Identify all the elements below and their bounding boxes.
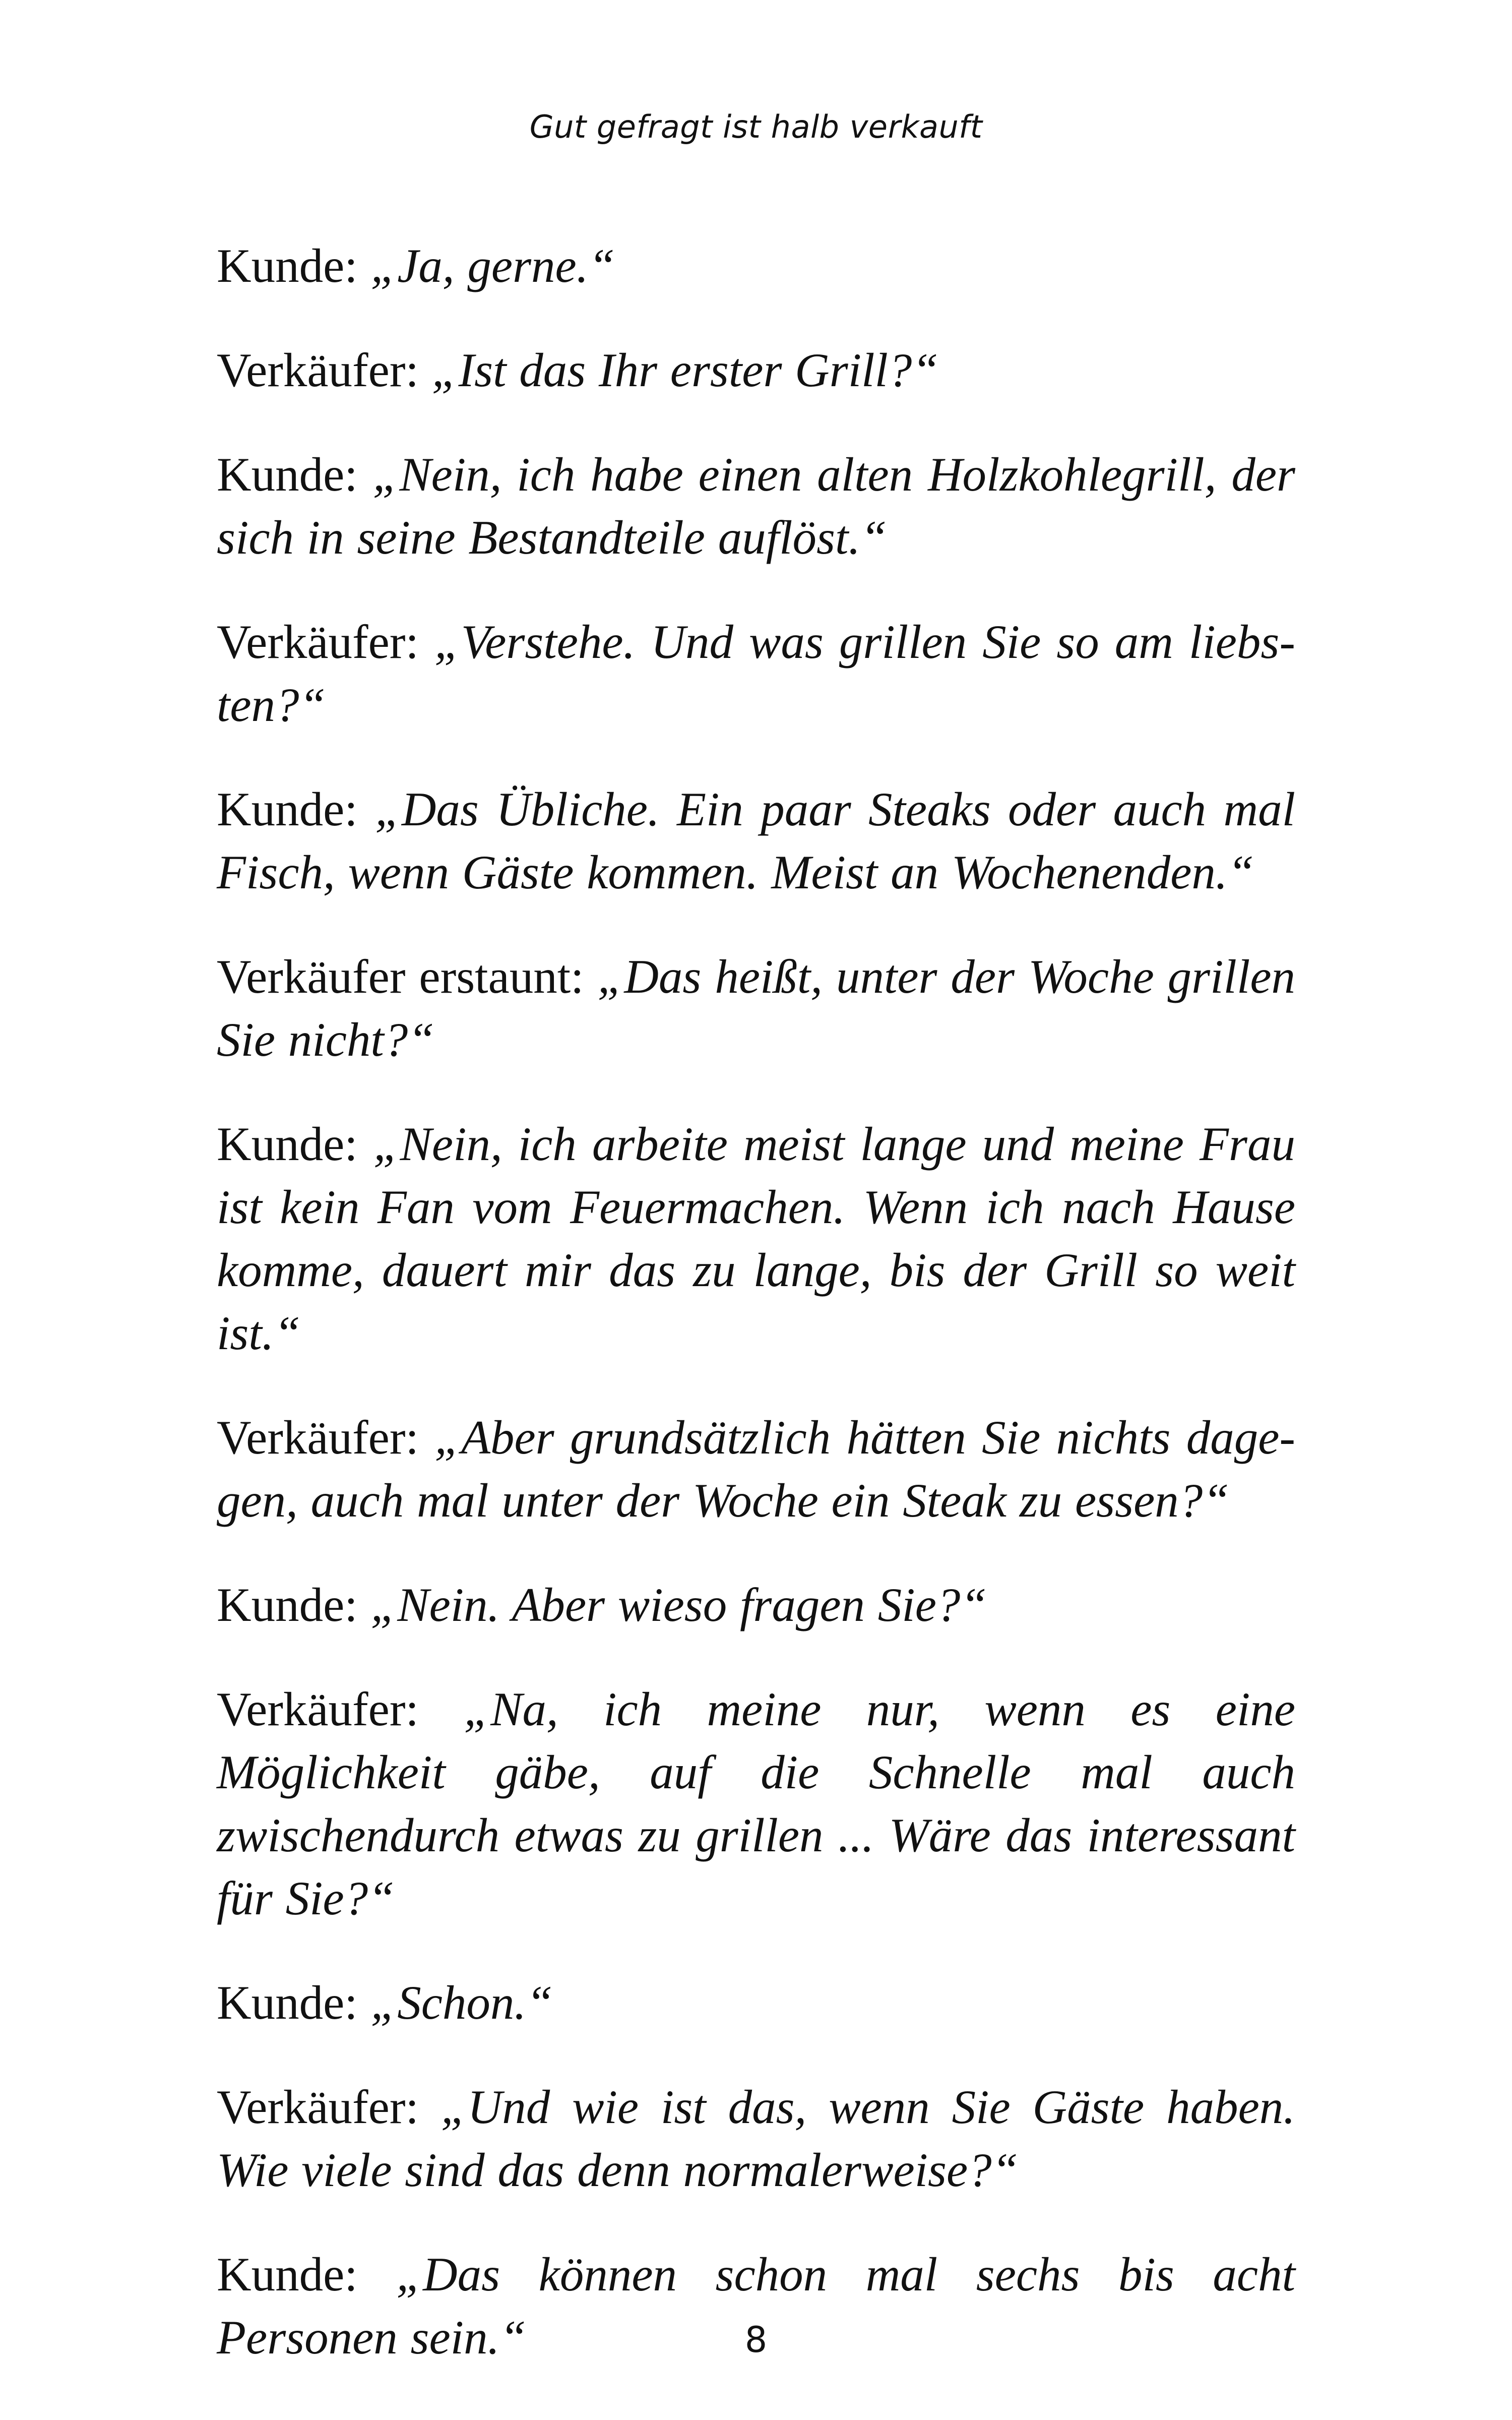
dialogue-body (217, 234, 1295, 2410)
dialogue-paragraph (217, 339, 1295, 402)
dialogue-paragraph (217, 443, 1295, 569)
speaker-label: Kunde: (217, 1117, 373, 1171)
speaker-label: Kunde: (217, 2248, 397, 2301)
dialogue-paragraph (217, 1406, 1295, 1532)
speaker-label: Verkäufer: (217, 1411, 435, 1464)
speech-text: „Nein, ich habe einen alten Holzkohlegrill, der sich in seine Bestandteile auflöst.“ (217, 448, 1295, 564)
dialogue-paragraph (217, 234, 1295, 297)
speech-text: „Na, ich meine nur, wenn es eine Möglichkeit gäbe, auf die Schnelle mal auch zwischendurch etwas zu grillen ... Wäre das interessant für Sie?“ (217, 1682, 1296, 1925)
speaker-label: Kunde: (217, 1578, 371, 1631)
dialogue-paragraph (217, 1678, 1295, 1930)
speech-text: „Das können schon mal sechs bis acht Personen sein.“ (217, 2248, 1295, 2364)
dialogue-paragraph (217, 1574, 1295, 1637)
speaker-label: Verkäufer: (217, 1682, 464, 1736)
speech-text: „Aber grundsätzlich hätten Sie nichts dage-gen, auch mal unter der Woche ein Steak zu essen?“ (217, 1411, 1296, 1527)
dialogue-paragraph (217, 1113, 1295, 1365)
running-header: Gut gefragt ist halb verkauft (529, 108, 983, 145)
speech-text: „Das heißt, unter der Woche grillen Sie nicht?“ (217, 950, 1296, 1066)
dialogue-paragraph (217, 2076, 1295, 2202)
speaker-label: Verkäufer erstaunt: (217, 950, 598, 1003)
speaker-label: Verkäufer: (217, 2080, 441, 2134)
speech-text: „Schon.“ (370, 1976, 553, 2029)
speech-text: „Ist das Ihr erster Grill?“ (431, 343, 939, 397)
speech-text: „Ja, gerne.“ (370, 239, 615, 292)
speaker-label: Verkäufer: (217, 615, 434, 669)
page-number: 8 (744, 2319, 768, 2361)
speech-text: „Nein, ich arbeite meist lange und meine Frau ist kein Fan vom Feuermachen. Wenn ich nach Hause komme, dauert mir das zu lange, bis der Grill so weit ist.“ (217, 1117, 1295, 1360)
speech-text: „Das Übliche. Ein paar Steaks oder auch mal Fisch, wenn Gäste kommen. Meist an Wochenenden.“ (217, 782, 1295, 899)
speaker-label: Kunde: (217, 1976, 371, 2029)
speech-text: „Und wie ist das, wenn Sie Gäste haben. Wie viele sind das denn normalerweise?“ (217, 2080, 1296, 2197)
speaker-label: Kunde: (217, 448, 373, 501)
speech-text: „Verstehe. Und was grillen Sie so am liebs-ten?“ (217, 615, 1295, 732)
dialogue-paragraph (217, 778, 1295, 904)
speech-text: „Nein. Aber wieso fragen Sie?“ (370, 1578, 987, 1631)
speaker-label: Verkäufer: (217, 343, 432, 397)
dialogue-paragraph (217, 611, 1295, 737)
speaker-label: Kunde: (217, 782, 375, 836)
dialogue-paragraph (217, 945, 1295, 1071)
speaker-label: Kunde: (217, 239, 371, 292)
dialogue-paragraph (217, 1971, 1295, 2034)
